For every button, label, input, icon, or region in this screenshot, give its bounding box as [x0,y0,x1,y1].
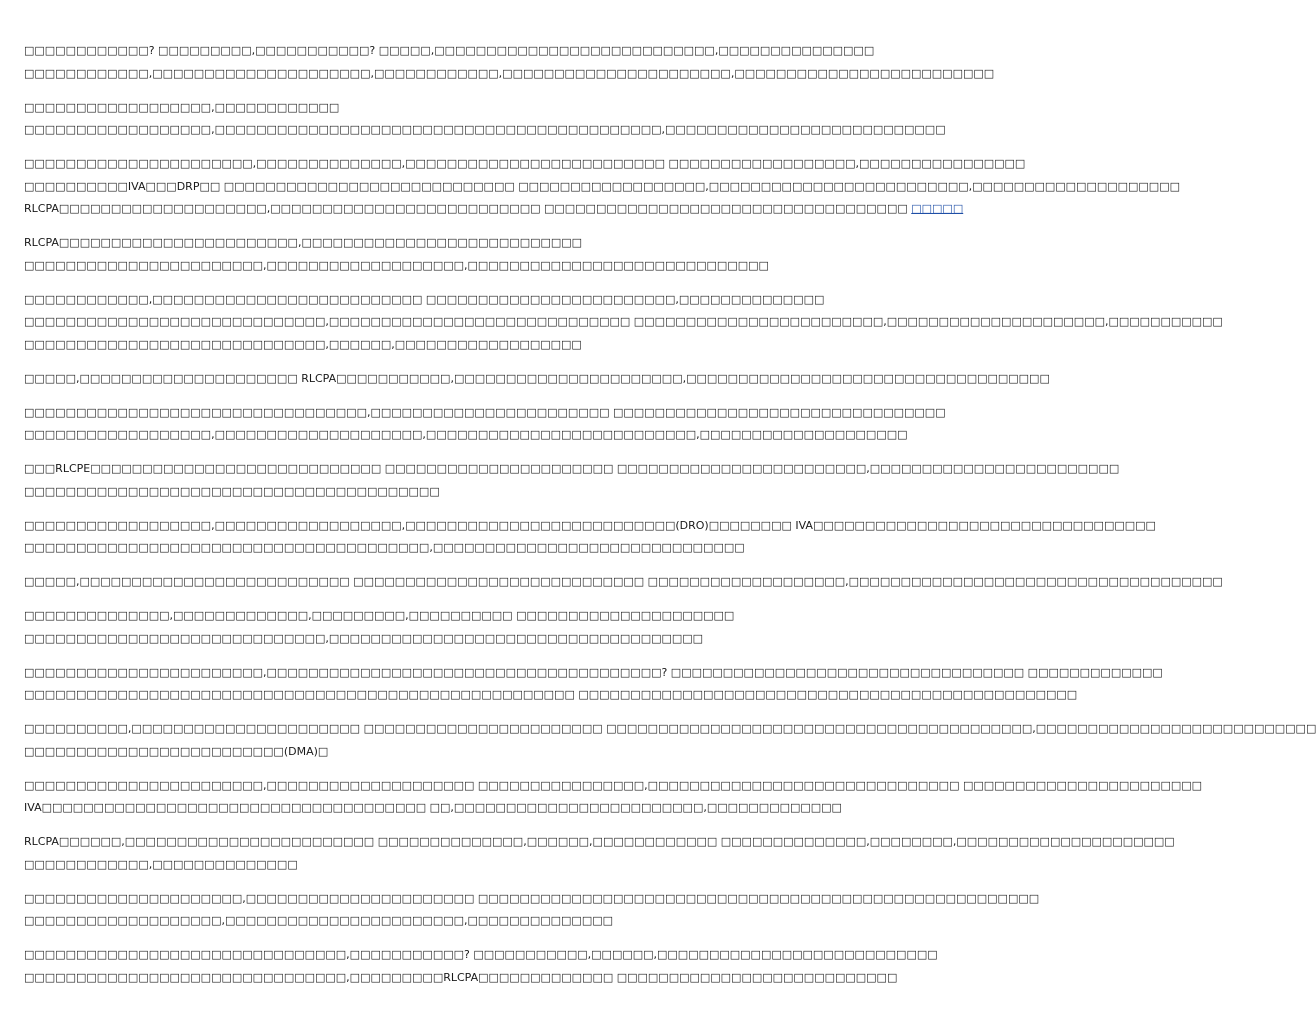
text-line-content: □□□□□□□□□□□□□□□□□□,□□□□□□□□□□□□□□□□□□□□□□□□□□□□□□□□□□□□□□□□□□□,□□□□□□□□□□□□□□□□□□□□□□□□□□□ [24,123,946,136]
text-line-content: □□□□□□□□□□□□□□□□□□,□□□□□□□□□□□□□□□□□□□□,□□□□□□□□□□□□□□□□□□□□□□□□□□,□□□□□□□□□□□□□□□□□□□□ [24,428,908,441]
text-line-content: □□□□□□□□□□□□□□□□□□□□□□□□□□□□□,□□□□□□□□□□□□□□□□□□□□□□□□□□□□□ □□□□□□□□□□□□□□□□□□□□□□□□,□□□□□□□□□□□□□□□□□□□□□,□□□□□□□□□□□ [24,315,1223,328]
paragraph [24,571,1223,594]
paragraph [24,605,735,650]
text-line [24,967,898,990]
paragraph [24,97,946,142]
text-line-content: □□□□□□□□□□□□□□□□□□□□□□□,□□□□□□□□□□□□□□□□□□□□□□□□□□□□□□□□□□□□□□? □□□□□□□□□□□□□□□□□□□□□□□□□□□□□□□□□□ □□□□□□□□□□□□□ [24,665,1163,679]
text-line [24,97,694,120]
text-line-content: □□□□□,□□□□□□□□□□□□□□□□□□□□□ RLCPA□□□□□□□□□□□,□□□□□□□□□□□□□□□□□□□□□□,□□□□□□□□□□□□□□□□□□□□□□□□□□□□□□□□□□□ [24,371,1050,385]
text-line-content: □□□□□□□□□□□□? □□□□□□□□□,□□□□□□□□□□□? □□□□□,□□□□□□□□□□□□□□□□□□□□□□□□□□□,□□□□□□□□□□□□□□□ [24,44,875,57]
text-line-content: RLCPA□□□□□□□□□□□□□□□□□□□□□□□,□□□□□□□□□□□□□□□□□□□□□□□□□□□ [24,236,583,249]
text-line [24,119,946,142]
text-line-content: IVA□□□□□□□□□□□□□□□□□□□□□□□□□□□□□□□□□□□□□ □□,□□□□□□□□□□□□□□□□□□□□□□□□,□□□□□□□□□□□□□ [24,801,842,814]
text-line-content: □□□□□□□□□□□□□□□□□□□□□□,□□□□□□□□□□□□□□,□□□□□□□□□□□□□□□□□□□□□□□□□ □□□□□□□□□□□□□□□□□□,□□□□□□□□□□□□□□□□ [24,157,1026,170]
text-line-content: □□□□□□□□□□,□□□□□□□□□□□□□□□□□□□□□□ □□□□□□□□□□□□□□□□□□□□□□□ □□□□□□□□□□□□□□□□□□□□□□□□□□□□□□□□□□□□□□□□□,□□□□□□□□□□□□□□□□□□□□□□□□□□□ [24,722,1316,735]
text-line-content: □□□□□□□□□□□□□□□□□□□□□□□□□□□□□□□□□□□□□□□□□□□□□□□□□□□□□ □□□□□□□□□□□□□□□□□□□□□□□□□□□□□□□□□□□□□□□□□□□□□□□□ [24,688,1078,701]
paragraph [24,944,938,989]
text-line-content: □□□□□□□□□□□□□□□□□□□□□□□□□□□□□□□,□□□□□□□□□□□? □□□□□□□□□□□,□□□□□□,□□□□□□□□□□□□□□□□□□□□□□□□□□□ [24,948,938,961]
text-line-content: □□□□□□□□□□□□□□□□□□□□□□□,□□□□□□□□□□□□□□□□□□□□ □□□□□□□□□□□□□□□□,□□□□□□□□□□□□□□□□□□□□□□□□□□□□□□ □□□□□□□□□□□□□□□□□□□□□□□ [24,778,1203,792]
text-line [24,775,1203,798]
text-line-content: □□□□□□□□□□□□,□□□□□□□□□□□□□□ [24,857,298,871]
text-line [24,481,694,504]
text-line-content: □□□□□□□□□□□□□□□□□□□□□,□□□□□□□□□□□□□□□□□□□□□□ □□□□□□□□□□□□□□□□□□□□□□□□□□□□□□□□□□□□□□□□□□□□□□□□□□□□□□ [24,891,1040,905]
paragraph [24,831,1175,876]
text-line-content: □□□□□□□□□□□□□□□□□□□□□□□□□□□□□□□□□□□□□□□,□□□□□□□□□□□□□□□□□□□□□□□□□□□□□□ [24,541,745,554]
text-line-content: □□□RLCPE□□□□□□□□□□□□□□□□□□□□□□□□□□□□ □□□□□□□□□□□□□□□□□□□□□□ □□□□□□□□□□□□□□□□□□□□□□□□,□□□□□□□□□□□□□□□□□□□□□□□□ [24,462,1120,475]
text-line [24,910,694,933]
text-line [24,831,1175,854]
text-line-content: □□□□□□□□□□□□□□□□□□□□□□□□□□□□□□□,□□□□□□□□□RLCPA□□□□□□□□□□□□□ □□□□□□□□□□□□□□□□□□□□□□□□□□□ [24,970,898,984]
text-line [24,662,1163,685]
text-line [24,63,995,86]
text-line [24,684,1078,707]
paragraph [24,515,1156,560]
text-line-content: □□□□□□□□□□□□□□□□□□□□□□□□□□□□□□□□□,□□□□□□□□□□□□□□□□□□□□□□□ □□□□□□□□□□□□□□□□□□□□□□□□□□□□□□□□ [24,405,946,419]
text-line [24,854,694,877]
text-line-content: □□□□□□□□□□□□□□□□□□□,□□□□□□□□□□□□□□□□□□□□□□□,□□□□□□□□□□□□□□ [24,914,614,927]
text-line [24,176,1180,199]
text-line-content: □□□□□□□□□□□□□□□□□□,□□□□□□□□□□□□ [24,100,340,114]
text-line-content: □□□□□□□□□□□□□□□□□□□□□□□□□(DMA)□ [24,744,329,758]
text-line-content: □□□□□□□□□□□□,□□□□□□□□□□□□□□□□□□□□□□□□□□ □□□□□□□□□□□□□□□□□□□□□□□□,□□□□□□□□□□□□□□ [24,292,825,306]
text-line [24,797,842,820]
paragraph [24,40,995,85]
paragraph [24,153,1180,221]
text-line [24,741,694,764]
text-line [24,888,1040,911]
text-line-content: □□□□□□□□□□□□□□□□□□□□□□□,□□□□□□□□□□□□□□□□□□□,□□□□□□□□□□□□□□□□□□□□□□□□□□□□□ [24,258,769,272]
inline-link[interactable]: □□□□□ [911,202,964,215]
text-line [24,40,875,63]
text-line-content: □□□□□,□□□□□□□□□□□□□□□□□□□□□□□□□□ □□□□□□□□□□□□□□□□□□□□□□□□□□□□ □□□□□□□□□□□□□□□□□□□,□□□□□□□□□□□□□□□□□□□□□□□□□□□□□□□□□□□□ [24,575,1223,588]
paragraph [24,888,1040,933]
text-line-content: □□□□□□□□□□□□□□□□□□,□□□□□□□□□□□□□□□□□□,□□□□□□□□□□□□□□□□□□□□□□□□□□(DRO)□□□□□□□□ IVA□□□□□□□□□□□□□□□□□□□□□□□□□□□□□□□□□ [24,518,1156,532]
text-line [24,718,1316,741]
text-line-content: RLCPA□□□□□□□□□□□□□□□□□□□□,□□□□□□□□□□□□□□□□□□□□□□□□□□ □□□□□□□□□□□□□□□□□□□□□□□□□□□□□□□□□□□ [24,202,908,215]
text-line [24,255,769,278]
text-line [24,311,1223,334]
text-line [24,515,1156,538]
text-line-content: □□□□□□□□□□□□□□□□□□□□□□□□□□□□□,□□□□□□□□□□□□□□□□□□□□□□□□□□□□□□□□□□□□ [24,631,704,645]
text-line [24,571,1223,594]
paragraph [24,232,769,277]
text-line [24,368,1050,391]
text-line [24,198,964,221]
paragraph [24,368,1050,391]
text-line [24,944,938,967]
text-line [24,153,1026,176]
text-line [24,537,745,560]
text-line-content: □□□□□□□□□□□□□□,□□□□□□□□□□□□□,□□□□□□□□□,□□□□□□□□□□ □□□□□□□□□□□□□□□□□□□□□ [24,609,735,622]
text-line [24,334,694,357]
text-line-content: □□□□□□□□□□□□,□□□□□□□□□□□□□□□□□□□□□,□□□□□□□□□□□□,□□□□□□□□□□□□□□□□□□□□□□,□□□□□□□□□□□□□□□□□□□□□□□□□ [24,66,995,80]
paragraph [24,718,1316,763]
paragraph [24,402,946,447]
paragraph [24,458,1120,503]
text-line-content: RLCPA□□□□□□,□□□□□□□□□□□□□□□□□□□□□□□□ □□□□□□□□□□□□□□,□□□□□□,□□□□□□□□□□□□ □□□□□□□□□□□□□□,□□□□□□□□,□□□□□□□□□□□□□□□□□□□□□ [24,835,1175,848]
text-line [24,402,946,425]
paragraph [24,662,1163,707]
text-line-content: □□□□□□□□□□IVA□□□DRP□□ □□□□□□□□□□□□□□□□□□□□□□□□□□□□ □□□□□□□□□□□□□□□□□□,□□□□□□□□□□□□□□□□□□□□□□□□□,□□□□□□□□□□□□□□□□□□□□ [24,179,1180,193]
text-line-content: □□□□□□□□□□□□□□□□□□□□□□□□□□□□□,□□□□□□,□□□□□□□□□□□□□□□□□□ [24,337,582,351]
text-line [24,232,694,255]
text-line [24,628,704,651]
text-line [24,424,908,447]
paragraph [24,289,1223,357]
text-line [24,605,735,628]
text-line [24,458,1120,481]
text-line-content: □□□□□□□□□□□□□□□□□□□□□□□□□□□□□□□□□□□□□□□□ [24,484,440,498]
paragraph [24,775,1203,820]
text-line [24,289,825,312]
